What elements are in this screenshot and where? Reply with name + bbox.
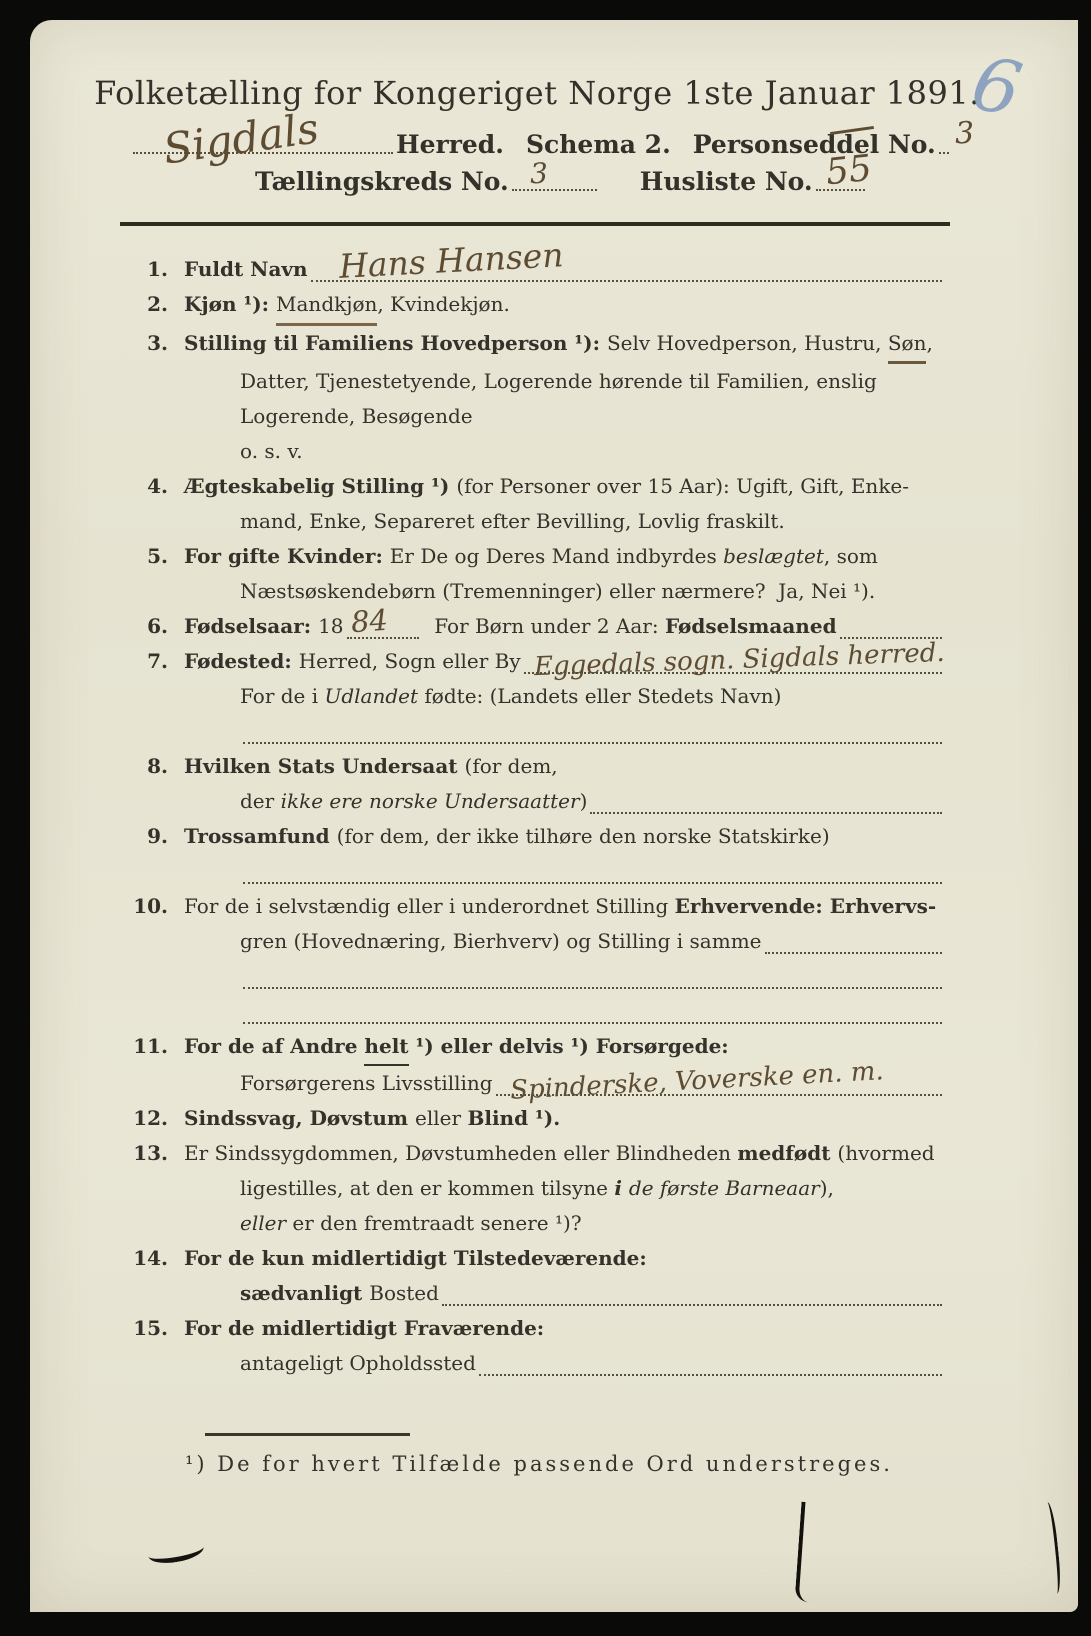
item-1-row xyxy=(120,235,945,287)
item-2-row xyxy=(120,287,945,326)
item-3-continuation xyxy=(240,364,945,399)
item-text: , som xyxy=(823,544,878,568)
item-label: sædvanligt xyxy=(240,1281,370,1305)
archive-page-number-handwritten: 6 xyxy=(964,40,1029,134)
item-label: Fødested: xyxy=(184,649,299,673)
item-number: 7. xyxy=(147,649,168,673)
underlined-choice: Mandkjøn xyxy=(276,287,377,326)
item-3-continuation xyxy=(240,434,945,469)
blank-dotted-row xyxy=(240,959,945,994)
item-number: 11. xyxy=(133,1034,168,1058)
item-14-row xyxy=(120,1241,945,1276)
item-4-row xyxy=(120,469,945,504)
item-label: Hvilken Stats Undersaat xyxy=(184,754,465,778)
personseddel-label: Personseddel No. xyxy=(692,130,936,159)
item-number: 1. xyxy=(147,257,168,281)
birth-year-handwritten: 84 xyxy=(349,602,389,640)
item-number: 8. xyxy=(147,754,168,778)
dotted-leader xyxy=(496,1056,942,1106)
item-label: For de af Andre xyxy=(184,1034,365,1058)
item-number: 5. xyxy=(147,544,168,568)
item-text: 18 xyxy=(318,614,344,638)
item-15-continuation xyxy=(240,1346,945,1381)
item-text-italic: Udlandet xyxy=(324,684,419,708)
item-label: Erhvervende: Erhvervs- xyxy=(674,894,937,918)
item-9-row xyxy=(120,819,945,854)
birthplace-handwritten: Eggedals sogn. Sigdals herred. xyxy=(533,637,945,683)
item-label: ¹) eller delvis ¹) Forsørgede: xyxy=(408,1034,729,1058)
item-text: , Kvindekjøn. xyxy=(377,292,510,316)
item-text: Herred, Sogn eller By xyxy=(298,649,521,673)
item-number: 3. xyxy=(147,331,168,355)
item-text: ), xyxy=(819,1176,834,1200)
item-text: Logerende, Besøgende xyxy=(240,404,473,428)
item-number: 12. xyxy=(133,1106,168,1130)
dotted-leader xyxy=(590,790,942,814)
item-text: o. s. v. xyxy=(240,439,303,463)
item-text: eller xyxy=(415,1106,468,1130)
paper-crease xyxy=(795,1502,816,1603)
item-5-row xyxy=(120,539,945,574)
item-label: Trossamfund xyxy=(184,824,337,848)
dotted-leader xyxy=(524,637,945,683)
item-text: (for dem, xyxy=(464,754,558,778)
item-text: der xyxy=(240,789,281,813)
item-label: For de kun midlertidigt Tilstedeværende: xyxy=(184,1246,647,1270)
item-text-italic: de første Barneaar xyxy=(628,1176,820,1200)
blank-dotted-row xyxy=(240,994,945,1029)
personseddel-dotted-field xyxy=(939,115,975,154)
district-dotted-field xyxy=(133,103,393,174)
item-10-row xyxy=(120,889,945,924)
dotted-leader xyxy=(311,235,942,286)
item-11-continuation xyxy=(240,1056,945,1106)
item-text: fødte: (Landets eller Stedets Navn) xyxy=(418,684,782,708)
footnote-text: ¹) De for hvert Tilfælde passende Ord understreges. xyxy=(185,1452,893,1476)
underlined-word: helt xyxy=(364,1029,408,1066)
underlined-choice: Søn xyxy=(888,326,927,364)
dotted-leader xyxy=(243,965,942,989)
dotted-leader xyxy=(243,720,942,744)
item-text: Næstsøskendebørn (Tremenninger) eller nærmere? Ja, Nei ¹). xyxy=(240,579,876,603)
item-6-row xyxy=(120,602,945,644)
item-14-continuation xyxy=(240,1276,945,1311)
item-text: gren (Hovednæring, Bierhverv) og Stilling i samme xyxy=(240,929,762,953)
dotted-leader xyxy=(479,1352,942,1376)
item-label: For gifte Kvinder: xyxy=(184,544,390,568)
item-13-row xyxy=(120,1136,945,1171)
item-text: ligestilles, at den er kommen tilsyne xyxy=(240,1176,615,1200)
item-13-continuation xyxy=(240,1171,945,1206)
item-15-row xyxy=(120,1311,945,1346)
census-form-page xyxy=(30,20,1078,1612)
item-number: 2. xyxy=(147,292,168,316)
full-name-handwritten: Hans Hansen xyxy=(337,235,565,286)
item-text-italic: eller xyxy=(240,1211,287,1235)
item-label: Ægteskabelig Stilling ¹) xyxy=(184,474,457,498)
item-number: 9. xyxy=(147,824,168,848)
item-13-continuation xyxy=(240,1206,945,1241)
item-text: Selv Hovedperson, Hustru, xyxy=(606,331,888,355)
dotted-leader xyxy=(840,615,942,639)
item-12-row xyxy=(120,1101,945,1136)
item-label: Stilling til Familiens Hovedperson ¹): xyxy=(184,331,607,355)
item-number: 13. xyxy=(133,1141,168,1165)
form-body xyxy=(30,226,1078,1381)
item-number: 15. xyxy=(133,1316,168,1340)
schema-label: Schema 2. xyxy=(525,130,671,159)
taellingskreds-label: Tællingskreds No. xyxy=(255,167,509,196)
dotted-leader xyxy=(243,860,942,884)
item-text-bold-italic: i xyxy=(614,1176,629,1200)
item-text: (for Personer over 15 Aar): Ugift, Gift, Enke- xyxy=(456,474,910,498)
blank-dotted-row xyxy=(240,854,945,889)
item-label: Kjøn ¹): xyxy=(184,292,277,316)
item-label: medfødt xyxy=(737,1141,838,1165)
item-text: , xyxy=(926,331,933,355)
item-text: (for dem, der ikke tilhøre den norske Statskirke) xyxy=(336,824,830,848)
dotted-leader xyxy=(243,1000,942,1024)
item-text-italic: ikke ere norske Undersaatter xyxy=(280,789,580,813)
husliste-dotted-field xyxy=(816,147,874,194)
item-label: Sindssvag, Døvstum xyxy=(184,1106,416,1130)
item-text: (hvormed xyxy=(837,1141,935,1165)
item-11-row xyxy=(120,1029,945,1066)
item-text: Er De og Deres Mand indbyrdes xyxy=(389,544,724,568)
item-number: 6. xyxy=(147,614,168,638)
item-number: 4. xyxy=(147,474,168,498)
item-label: Fuldt Navn xyxy=(184,257,308,281)
item-text: er den fremtraadt senere ¹)? xyxy=(286,1211,582,1235)
form-title: Folketælling for Kongeriget Norge 1ste Januar 1891. xyxy=(94,74,980,112)
item-text: For de i selvstændig eller i underordnet Stilling xyxy=(184,894,675,918)
item-5-continuation xyxy=(240,574,945,609)
item-text: ) xyxy=(579,789,588,813)
item-number: 10. xyxy=(133,894,168,918)
item-4-continuation xyxy=(240,504,945,539)
personseddel-number-handwritten: 3 xyxy=(954,115,975,152)
provider-occupation-handwritten: Spinderske, Voverske en. m. xyxy=(509,1056,885,1106)
item-label: Blind ¹). xyxy=(467,1106,561,1130)
item-7-row xyxy=(120,637,945,683)
dotted-leader xyxy=(442,1282,942,1306)
item-label: Fødselsmaaned xyxy=(664,614,837,638)
paper-curl xyxy=(1040,1502,1063,1595)
item-text: mand, Enke, Separeret efter Bevilling, Lovlig fraskilt. xyxy=(240,509,785,533)
item-text: Datter, Tjenestetyende, Logerende hørende til Familien, enslig xyxy=(240,369,877,393)
dotted-leader xyxy=(765,930,943,954)
dotted-leader xyxy=(347,602,419,640)
item-3-row xyxy=(120,326,945,364)
item-text-italic: beslægtet xyxy=(723,544,824,568)
husliste-number-handwritten: 55 xyxy=(823,147,874,194)
item-text: For Børn under 2 Aar: xyxy=(421,614,665,638)
item-label: Fødselsaar: xyxy=(184,614,319,638)
item-text: For de i xyxy=(240,684,325,708)
district-handwritten-entry: Sigdals xyxy=(160,103,322,174)
item-8-row xyxy=(120,749,945,784)
husliste-label: Husliste No. xyxy=(639,167,813,196)
footnote-rule xyxy=(205,1433,410,1436)
item-10-continuation xyxy=(240,924,945,959)
census-tract-line xyxy=(255,147,874,196)
item-8-continuation xyxy=(240,784,945,819)
item-text: antageligt Opholdssted xyxy=(240,1351,476,1375)
taellingskreds-dotted-field xyxy=(512,156,597,191)
item-number: 14. xyxy=(133,1246,168,1270)
item-text: Forsørgerens Livsstilling xyxy=(240,1071,493,1095)
taellingskreds-number-handwritten: 3 xyxy=(529,156,549,191)
item-text: Er Sindssygdommen, Døvstumheden eller Blindheden xyxy=(184,1141,738,1165)
item-text: Bosted xyxy=(369,1281,439,1305)
item-3-continuation xyxy=(240,399,945,434)
herred-label: Herred. xyxy=(396,130,504,159)
blank-dotted-row xyxy=(240,714,945,749)
item-7-continuation xyxy=(240,679,945,714)
item-label: For de midlertidigt Fraværende: xyxy=(184,1316,545,1340)
paper-tear xyxy=(147,1536,206,1566)
